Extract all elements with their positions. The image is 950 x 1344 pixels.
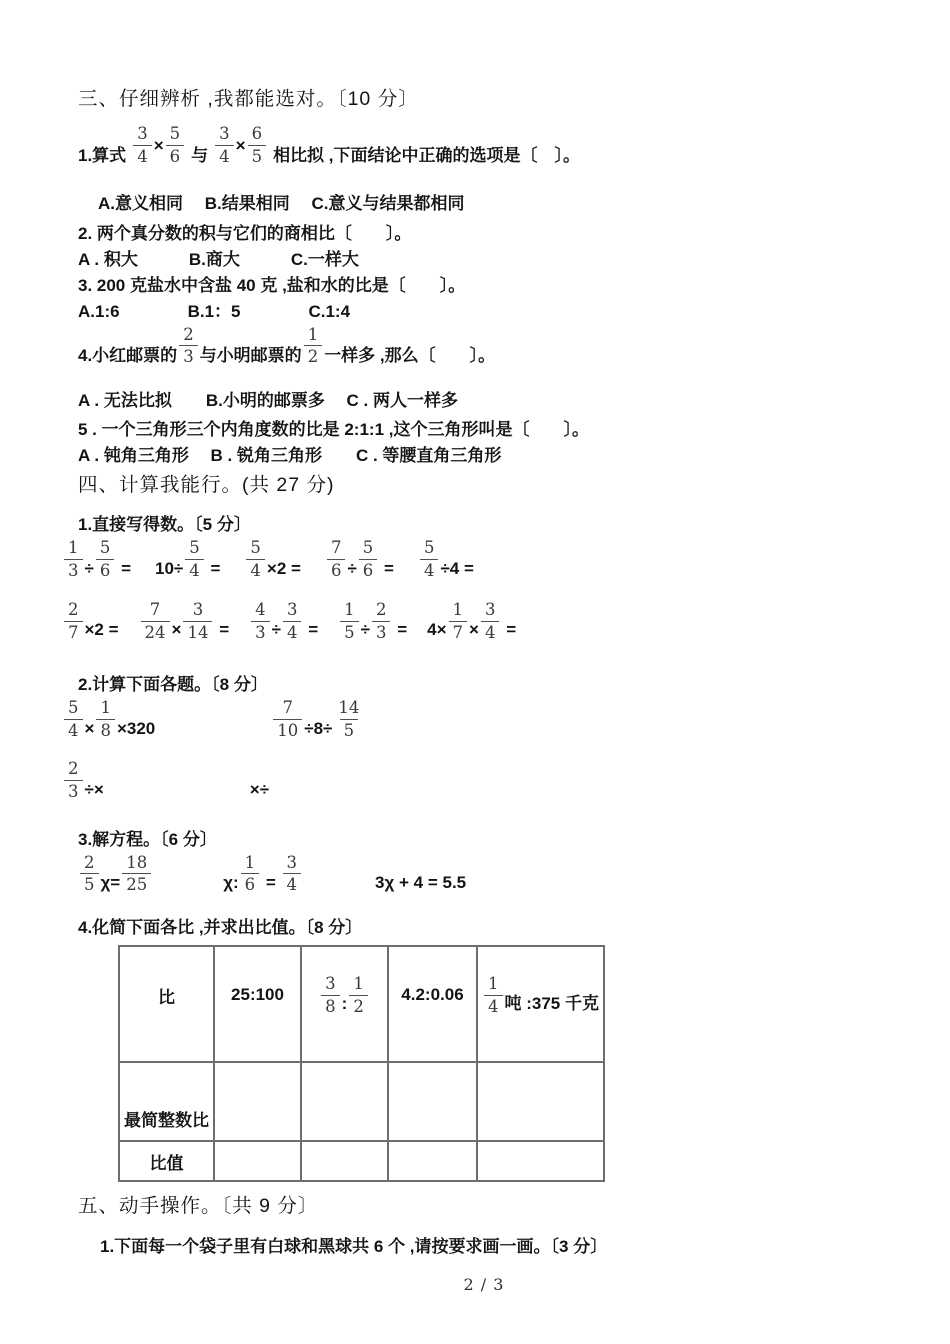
- question-3: 3. 200 克盐水中含盐 40 克 ,盐和水的比是〔 〕。: [78, 275, 466, 295]
- fraction-denominator: 5: [340, 719, 359, 741]
- math-text: =: [205, 558, 221, 578]
- expression: [427, 600, 516, 643]
- fraction-numerator: 2: [375, 599, 387, 619]
- fraction-numerator: 5: [189, 538, 200, 558]
- expression: [249, 600, 318, 643]
- fraction: [80, 853, 99, 896]
- fraction-numerator: 5: [169, 124, 181, 143]
- math-text: ÷: [84, 558, 94, 578]
- equation: [223, 853, 303, 896]
- fraction-numerator: 3: [484, 599, 496, 619]
- math-text: =: [379, 558, 394, 578]
- question-1-options: A.意义相同 B.结果相同 C.意义与结果都相同: [98, 193, 465, 213]
- math-text: 与: [191, 145, 209, 165]
- direct-write-heading: 1.直接写得数。〔5 分〕: [78, 515, 251, 535]
- fraction: [185, 538, 204, 581]
- math-text: ÷4 =: [440, 558, 474, 578]
- answer-cell: [477, 1062, 604, 1141]
- fraction-denominator: 3: [64, 780, 83, 802]
- fraction: [327, 538, 346, 581]
- math-text: 4×: [427, 620, 447, 640]
- ratio-fraction-expression: [482, 974, 599, 1017]
- answer-cell: [214, 1062, 301, 1141]
- math-text: 一样多 ,那么〔 〕。: [324, 346, 496, 366]
- fraction-numerator: 5: [423, 538, 435, 558]
- fraction-denominator: 4: [185, 559, 204, 581]
- math-text: =: [261, 873, 281, 893]
- fraction-numerator: 1: [353, 973, 364, 993]
- fraction: [420, 538, 439, 581]
- fraction-numerator: 2: [84, 852, 95, 872]
- expression: [155, 538, 220, 581]
- math-text: ÷: [360, 620, 370, 640]
- direct-calc-row-2: [62, 600, 890, 643]
- section-3-title: 三、仔细辨析 ,我都能选对。〔10 分〕: [78, 88, 419, 110]
- fraction-denominator: 4: [420, 559, 439, 581]
- math-text: =: [116, 558, 131, 578]
- math-text: 10÷: [155, 558, 184, 578]
- fraction: [334, 698, 363, 741]
- fraction: [449, 600, 468, 643]
- fraction-numerator: 3: [286, 599, 298, 619]
- fraction-denominator: 4: [64, 719, 83, 741]
- section-4-title: 四、计算我能行。(共 27 分): [78, 474, 335, 497]
- math-text: =: [214, 620, 230, 640]
- fraction-denominator: 10: [273, 719, 302, 741]
- equation: [78, 853, 153, 896]
- fraction-numerator: 2: [68, 758, 79, 778]
- fraction-denominator: 3: [179, 345, 198, 367]
- math-text: =: [501, 620, 517, 640]
- fraction: [359, 538, 378, 581]
- draw-balls-heading: 1.下面每一个袋子里有白球和黑球共 6 个 ,请按要求画一画。〔3 分〕: [100, 1237, 608, 1257]
- fraction-numerator: 5: [250, 538, 261, 558]
- fraction-numerator: 1: [307, 324, 319, 344]
- fraction: [273, 698, 302, 741]
- fraction-numerator: 3: [137, 124, 148, 143]
- fraction-numerator: 14: [338, 698, 360, 718]
- math-text: ×: [153, 135, 164, 155]
- fraction: [64, 600, 83, 643]
- fraction-denominator: 6: [96, 559, 115, 581]
- fraction: [481, 600, 500, 643]
- fraction-denominator: 7: [449, 621, 468, 643]
- math-text: 与小明邮票的: [199, 346, 302, 366]
- math-text: 4.小红邮票的: [78, 346, 178, 366]
- ratio-label: 比: [158, 987, 175, 1007]
- row-label: 最简整数比: [124, 1111, 209, 1131]
- calc-problems-row-1: [62, 698, 890, 741]
- fraction-denominator: 6: [166, 145, 185, 167]
- answer-cell: [477, 1141, 604, 1181]
- fraction-denominator: 2: [304, 345, 323, 367]
- fraction: [64, 538, 83, 581]
- fraction-denominator: 3: [251, 621, 270, 643]
- answer-cell: [214, 1141, 301, 1181]
- question-2: 2. 两个真分数的积与它们的商相比〔 〕。: [78, 223, 412, 243]
- fraction: [251, 600, 270, 643]
- fraction-denominator: 5: [80, 873, 99, 895]
- question-5-options: A . 钝角三角形 B . 锐角三角形 C . 等腰直角三角形: [78, 446, 502, 466]
- fraction-numerator: 1: [68, 538, 79, 558]
- fraction: [96, 538, 115, 581]
- expression: [62, 698, 155, 741]
- fraction-numerator: 7: [149, 599, 161, 619]
- expression: [338, 600, 407, 643]
- ratio-cell-2: [301, 946, 388, 1062]
- solve-equations-row: [78, 853, 890, 896]
- fraction: [248, 124, 267, 167]
- fraction-denominator: 4: [246, 559, 265, 581]
- expression: [62, 600, 119, 643]
- fraction-numerator: 5: [99, 538, 111, 558]
- fraction-numerator: 7: [282, 698, 293, 718]
- fraction: [283, 600, 302, 643]
- ratio-fraction-expression: [319, 974, 370, 1017]
- ratio-cell-3: [388, 946, 477, 1062]
- fraction: [179, 325, 198, 368]
- expression: [139, 600, 230, 643]
- ratio-cell-1: [214, 946, 301, 1062]
- math-text: χ:: [223, 873, 239, 893]
- fraction: [304, 325, 323, 368]
- fraction: [133, 124, 152, 167]
- expression: [62, 759, 104, 802]
- fraction-numerator: 18: [126, 852, 148, 872]
- row-label-cell: [119, 1141, 214, 1181]
- expression: [62, 538, 131, 581]
- expression: [244, 538, 301, 581]
- fraction-denominator: 24: [141, 621, 170, 643]
- fraction: [64, 759, 83, 802]
- fraction: [166, 124, 185, 167]
- math-text: ÷8÷: [304, 718, 333, 738]
- fraction-numerator: 2: [68, 599, 79, 619]
- math-text: :: [341, 994, 348, 1014]
- section-5-title: 五、动手操作。〔共 9 分〕: [78, 1195, 319, 1218]
- math-text: 1.算式: [78, 145, 127, 165]
- math-text: 相比拟 ,下面结论中正确的选项是〔 〕。: [273, 145, 581, 165]
- fraction-denominator: 25: [122, 873, 151, 895]
- fraction-denominator: 2: [349, 995, 368, 1017]
- answer-cell: [301, 1062, 388, 1141]
- fraction: [122, 853, 151, 896]
- fraction: [372, 600, 391, 643]
- ratio-value: 4.2:0.06: [401, 985, 464, 1005]
- math-text: ÷: [347, 558, 357, 578]
- ratio-label-cell: [119, 946, 214, 1062]
- fraction-numerator: 1: [452, 599, 464, 619]
- fraction-numerator: 3: [219, 124, 230, 143]
- fraction-numerator: 6: [251, 124, 263, 143]
- simplify-ratio-table: [118, 945, 605, 1182]
- fraction-numerator: 3: [192, 599, 204, 619]
- fraction: [215, 124, 234, 167]
- question-1: [78, 124, 890, 167]
- fraction-numerator: 1: [488, 973, 499, 993]
- table-header-row: [119, 946, 604, 1062]
- math-text: ×: [469, 620, 479, 640]
- math-text: ÷×: [84, 779, 104, 799]
- fraction: [283, 853, 302, 896]
- simplify-ratio-heading: 4.化简下面各比 ,并求出比值。〔8 分〕: [78, 918, 363, 938]
- math-text: ×: [235, 135, 246, 155]
- fraction-denominator: 3: [372, 621, 391, 643]
- math-text: 3χ + 4 = 5.5: [375, 873, 467, 893]
- fraction-numerator: 1: [244, 852, 256, 872]
- fraction: [64, 698, 83, 741]
- equation-group: [213, 124, 268, 167]
- expression: [271, 698, 365, 741]
- answer-cell: [388, 1141, 477, 1181]
- question-4-options: A . 无法比拟 B.小明的邮票多 C . 两人一样多: [78, 391, 458, 411]
- fraction-denominator: 4: [283, 873, 302, 895]
- row-label: 比值: [149, 1153, 184, 1173]
- ratio-value-row: [119, 1141, 604, 1181]
- expression: [325, 538, 394, 581]
- fraction-denominator: 7: [64, 621, 83, 643]
- fraction-numerator: 7: [330, 538, 342, 558]
- fraction: [241, 853, 260, 896]
- fraction-denominator: 5: [248, 145, 267, 167]
- fraction-denominator: 8: [96, 719, 115, 741]
- fraction: [321, 974, 340, 1017]
- math-text: 吨 :375 千克: [504, 994, 599, 1014]
- question-3-options: A.1:6 B.1：5 C.1:4: [78, 301, 351, 321]
- ratio-cell-4: [477, 946, 604, 1062]
- math-text: ×2 =: [84, 620, 119, 640]
- fraction-denominator: 4: [481, 621, 500, 643]
- math-text: ×: [171, 620, 182, 640]
- fraction: [340, 600, 359, 643]
- fraction-numerator: 4: [255, 599, 266, 619]
- math-text: ×: [84, 718, 95, 738]
- fraction-denominator: 5: [340, 621, 359, 643]
- fraction-numerator: 3: [325, 973, 336, 993]
- fraction-numerator: 1: [100, 698, 111, 718]
- fraction-denominator: 4: [133, 145, 152, 167]
- simplest-integer-ratio-row: [119, 1062, 604, 1141]
- math-text: ×÷: [249, 779, 270, 799]
- fraction-denominator: 4: [484, 995, 503, 1017]
- fraction-numerator: 5: [362, 538, 374, 558]
- math-text: χ=: [100, 873, 121, 893]
- calc-problems-row-2: [62, 759, 890, 802]
- math-text: ÷: [271, 620, 281, 640]
- fraction: [183, 600, 212, 643]
- fraction: [484, 974, 503, 1017]
- math-text: =: [392, 620, 408, 640]
- fraction: [141, 600, 170, 643]
- fraction: [246, 538, 265, 581]
- fraction-numerator: 2: [183, 324, 194, 344]
- math-text: =: [303, 620, 319, 640]
- fraction-denominator: 6: [359, 559, 378, 581]
- question-5: 5 . 一个三角形三个内角度数的比是 2:1:1 ,这个三角形叫是〔 〕。: [78, 420, 589, 440]
- answer-cell: [301, 1141, 388, 1181]
- solve-equations-heading: 3.解方程。〔6 分〕: [78, 829, 217, 849]
- direct-calc-row-1: [62, 538, 890, 581]
- fraction-numerator: 3: [286, 852, 298, 872]
- calc-problems-heading: 2.计算下面各题。〔8 分〕: [78, 675, 268, 695]
- fraction-denominator: 4: [215, 145, 234, 167]
- fraction-denominator: 4: [283, 621, 302, 643]
- fraction-denominator: 8: [321, 995, 340, 1017]
- page-number: 2 / 3: [463, 1275, 505, 1295]
- question-4: [78, 325, 890, 368]
- equation-group: [131, 124, 186, 167]
- answer-cell: [388, 1062, 477, 1141]
- math-text: ×320: [116, 718, 156, 738]
- fraction-denominator: 3: [64, 559, 83, 581]
- math-text: ×2 =: [266, 558, 301, 578]
- fraction-numerator: 1: [344, 599, 355, 619]
- question-2-options: A . 积大 B.商大 C.一样大: [78, 249, 359, 269]
- fraction-numerator: 5: [68, 698, 79, 718]
- fraction: [96, 698, 115, 741]
- row-label-cell: [119, 1062, 214, 1141]
- fraction-denominator: 6: [327, 559, 346, 581]
- equation: [375, 872, 466, 895]
- expression: [250, 779, 269, 802]
- expression: [418, 538, 474, 581]
- fraction: [349, 974, 368, 1017]
- ratio-value: 25:100: [231, 985, 284, 1005]
- fraction-denominator: 14: [183, 621, 212, 643]
- fraction-denominator: 6: [241, 873, 260, 895]
